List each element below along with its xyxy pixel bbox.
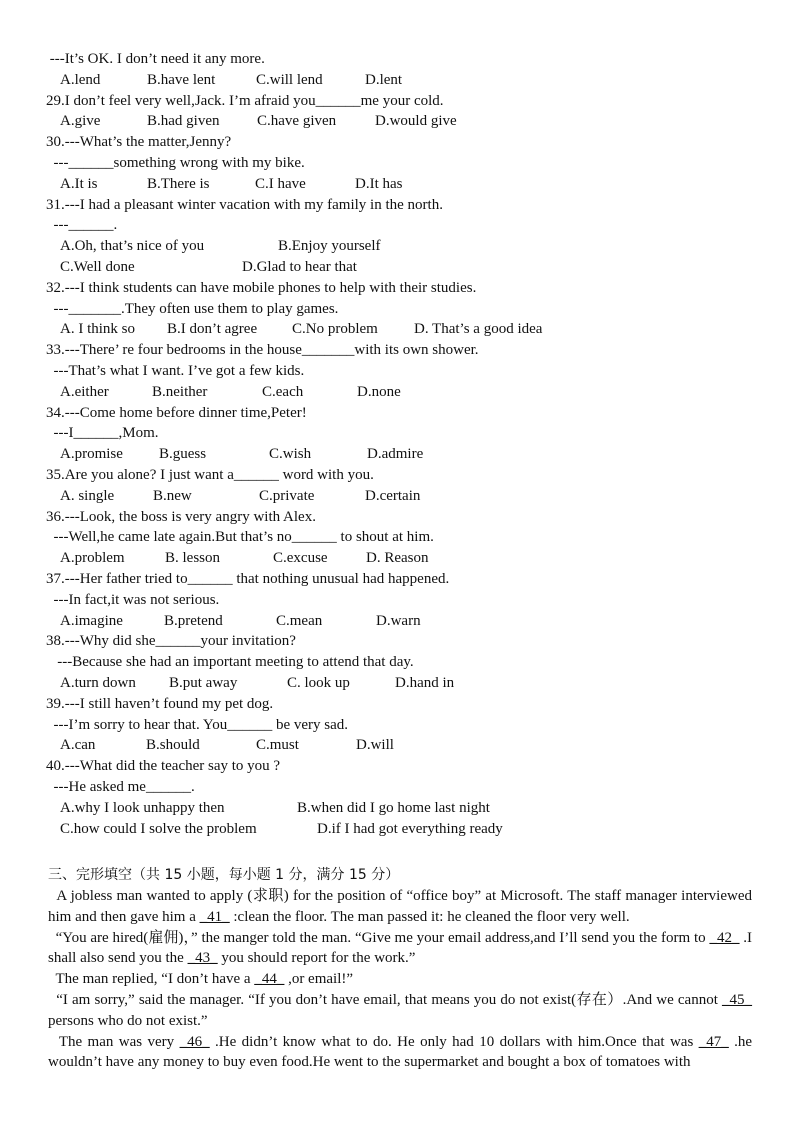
question-stem: 39.---I still haven’t found my pet dog.	[46, 695, 274, 712]
option-b: B.have lent	[147, 71, 216, 88]
passage-text: ,or email!”	[288, 971, 354, 988]
option-d: D. Reason	[366, 550, 429, 567]
question-stem: 35.Are you alone? I just want a______ word with you.	[46, 467, 374, 483]
blank-47: _47_	[698, 1033, 729, 1050]
passage-text: .I shall also send you the	[48, 929, 753, 967]
question-line: ---Well,he came late again.But that’s no______ to shout at him.	[46, 529, 434, 546]
option-b: B.when did I go home last night	[297, 799, 490, 816]
passage-text: .he wouldn’t have any money to buy even food.He went to the supermarket and bought a box of tomatoes with	[48, 1033, 753, 1071]
option-a: A.Oh, that’s nice of you	[60, 238, 205, 255]
question-line: ---______something wrong with my bike.	[46, 155, 305, 171]
question-stem: 38.---Why did she______your invitation?	[46, 633, 296, 650]
question-line: ---I’m sorry to hear that. You______ be very sad.	[46, 716, 349, 733]
passage-text: :clean the floor. The man passed it: he cleaned the floor very well.	[233, 908, 630, 925]
option-b: D.if I had got everything ready	[317, 820, 503, 837]
option-c: C.I have	[255, 175, 306, 192]
option-d: D.admire	[367, 446, 424, 463]
option-a: A.problem	[60, 550, 125, 567]
blank-41: _41_	[199, 908, 230, 925]
option-d: D.will	[356, 737, 394, 754]
passage-text: persons who do not exist.”	[48, 1012, 208, 1029]
option-c: C. look up	[287, 675, 350, 691]
blank-44: _44_	[254, 971, 285, 988]
passage-text: “You are hired(雇佣)，” the manger told the man. “Give me your email address,and I’ll send you the form to	[55, 929, 706, 946]
option-a: A.either	[60, 383, 109, 400]
option-d: D.none	[357, 383, 401, 400]
option-a: C.how could I solve the problem	[60, 820, 257, 837]
option-c: C.private	[259, 487, 315, 504]
option-b: B.I don’t agree	[167, 321, 258, 338]
option-a: A.can	[60, 737, 96, 754]
option-d: D. That’s a good idea	[414, 321, 543, 338]
blank-46: _46_	[179, 1033, 210, 1050]
option-c: C.must	[256, 737, 299, 754]
question-stem: 36.---Look, the boss is very angry with Alex.	[46, 508, 316, 525]
option-d: D.hand in	[395, 675, 455, 691]
option-a: A.lend	[60, 71, 101, 88]
question-line: ---______.	[46, 217, 118, 234]
option-c: C.each	[262, 383, 304, 400]
option-a: A. single	[60, 487, 115, 504]
question-stem: 40.---What did the teacher say to you ?	[46, 758, 281, 775]
option-a: A.promise	[60, 446, 123, 463]
question-line: ---_______.They often use them to play games.	[46, 300, 339, 317]
option-b: B.new	[153, 487, 192, 504]
passage-paragraph-1	[48, 886, 752, 928]
question-line: ---He asked me______.	[46, 779, 195, 795]
option-a: A.imagine	[60, 612, 123, 629]
passage-text: “I am sorry,” said the manager. “If you don’t have email, that means you do not exist(存在）.And we cannot	[56, 991, 718, 1008]
option-c: C.mean	[276, 612, 323, 629]
passage-paragraph-4	[48, 990, 752, 1032]
option-d: D.warn	[376, 612, 421, 629]
passage-text: A jobless man wanted to apply (求职) for the position of “office boy” at Microsoft. The staff manager interviewed him and then gave him a	[48, 888, 752, 925]
option-b: B.guess	[159, 446, 207, 463]
blank-45: _45_	[722, 991, 753, 1008]
blank-42: _42_	[709, 929, 740, 946]
option-c: C.wish	[269, 446, 312, 463]
option-b: B.Enjoy yourself	[278, 238, 381, 255]
blank-43: _43_	[187, 950, 218, 967]
option-c: C.will lend	[256, 71, 323, 88]
passage-text: The man was very	[58, 1033, 175, 1050]
passage-paragraph-2	[48, 928, 752, 970]
option-a: A.turn down	[60, 675, 136, 691]
question-line: ---I______,Mom.	[46, 425, 159, 442]
question-stem: 34.---Come home before dinner time,Peter!	[46, 404, 307, 421]
option-a: A. I think so	[60, 321, 135, 338]
option-b: B.should	[146, 737, 200, 754]
option-b: B.put away	[169, 675, 238, 691]
option-d: D.Glad to hear that	[242, 259, 357, 275]
option-b: B. lesson	[165, 550, 221, 567]
option-b: B.pretend	[164, 612, 223, 629]
cloze-passage	[48, 886, 752, 1073]
section-title: 三、完形填空（共 15 小题，每小题 1 分，满分 15 分）	[48, 867, 400, 883]
option-c: C.excuse	[273, 550, 328, 567]
option-c: C.have given	[257, 113, 337, 130]
question-line: ---In fact,it was not serious.	[46, 591, 220, 608]
question-stem: 37.---Her father tried to______ that nothing unusual had happened.	[46, 571, 450, 587]
option-a: A.give	[60, 113, 101, 130]
question-line: ---It’s OK. I don’t need it any more.	[46, 51, 265, 67]
option-c: C.No problem	[292, 321, 378, 338]
question-line: ---Because she had an important meeting to attend that day.	[46, 654, 414, 671]
option-a: A.why I look unhappy then	[60, 799, 225, 816]
option-c: C.Well done	[60, 259, 135, 275]
option-d: D.certain	[365, 487, 421, 504]
option-d: D.It has	[355, 175, 403, 192]
passage-text: you should report for the work.”	[221, 950, 416, 967]
passage-paragraph-5	[48, 1032, 752, 1074]
option-a: A.It is	[60, 175, 98, 192]
option-b: B.There is	[147, 175, 210, 192]
question-stem: 33.---There’ re four bedrooms in the house_______with its own shower.	[46, 342, 479, 359]
passage-text: The man replied, “I don’t have a	[55, 971, 251, 988]
option-d: D.would give	[375, 113, 457, 130]
option-d: D.lent	[365, 71, 403, 88]
question-stem: 29.I don’t feel very well,Jack. I’m afraid you______me your cold.	[46, 92, 444, 109]
option-b: B.neither	[152, 383, 208, 400]
option-b: B.had given	[147, 113, 220, 130]
question-stem: 31.---I had a pleasant winter vacation with my family in the north.	[46, 196, 443, 213]
question-stem: 32.---I think students can have mobile phones to help with their studies.	[46, 279, 477, 296]
passage-paragraph-3	[48, 969, 752, 990]
question-stem: 30.---What’s the matter,Jenny?	[46, 134, 232, 151]
passage-text: .He didn’t know what to do. He only had 10 dollars with him.Once that was	[215, 1033, 694, 1050]
question-line: ---That’s what I want. I’ve got a few kids.	[46, 363, 305, 379]
